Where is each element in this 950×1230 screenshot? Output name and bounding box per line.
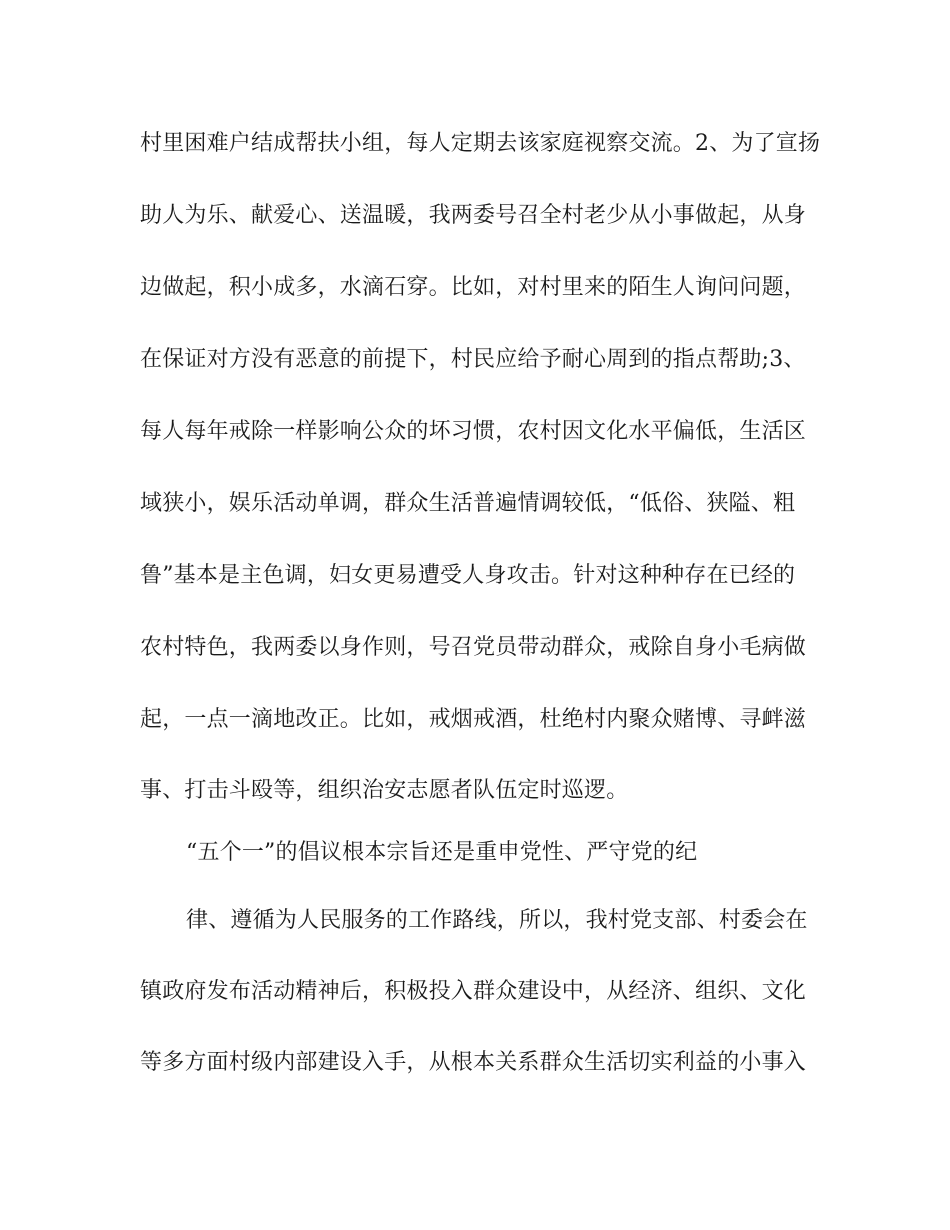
body-text-line-3: 边做起，积小成多，水滴石穿。比如，对村里来的陌生人询问问题， (140, 275, 807, 300)
body-text-line-14: 等多方面村级内部建设入手，从根本关系群众生活切实利益的小事入 (140, 1050, 807, 1075)
paragraph-start-line: “五个一”的倡议根本宗旨还是重申党性、严守党的纪 (186, 840, 698, 865)
body-text-line-12: 律、遵循为人民服务的工作路线，所以，我村党支部、村委会在 (186, 908, 808, 933)
body-text-line-1: 村里困难户结成帮扶小组，每人定期去该家庭视察交流。2、为了宣扬 (140, 131, 821, 156)
body-text-line-5: 每人每年戒除一样影响公众的坏习惯，农村因文化水平偏低，生活区 (140, 419, 807, 444)
body-text-line-6: 域狭小，娱乐活动单调，群众生活普遍情调较低，“低俗、狭隘、粗 (140, 491, 796, 516)
body-text-line-10: 事、打击斗殴等，组织治安志愿者队伍定时巡逻。 (140, 778, 629, 803)
body-text-line-7: 鲁”基本是主色调，妇女更易遭受人身攻击。针对这种种存在已经的 (140, 563, 796, 588)
body-text-line-13: 镇政府发布活动精神后，积极投入群众建设中，从经济、组织、文化 (140, 979, 807, 1004)
body-text-line-9: 起，一点一滴地改正。比如，戒烟戒酒，杜绝村内聚众赌博、寻衅滋 (140, 707, 807, 732)
body-text-line-2: 助人为乐、献爱心、送温暖，我两委号召全村老少从小事做起，从身 (140, 203, 807, 228)
body-text-line-8: 农村特色，我两委以身作则，号召党员带动群众，戒除自身小毛病做 (140, 635, 807, 660)
body-text-line-4: 在保证对方没有恶意的前提下，村民应给予耐心周到的指点帮助;3、 (140, 347, 806, 372)
